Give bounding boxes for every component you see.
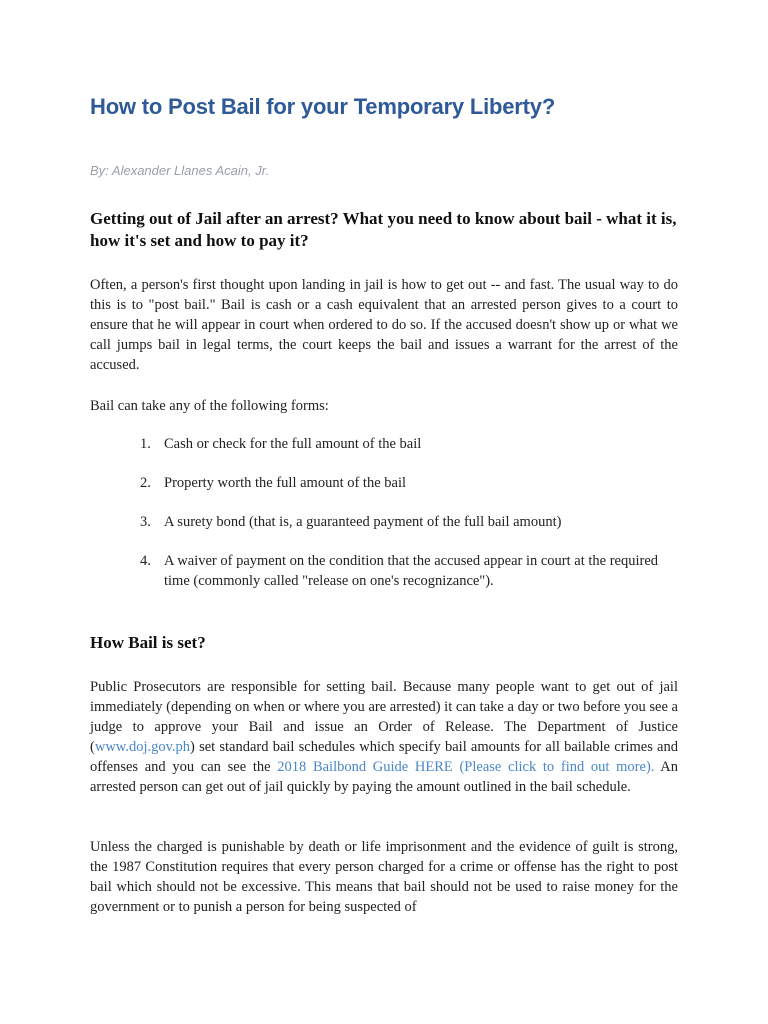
article-title: How to Post Bail for your Temporary Liberty? — [90, 94, 556, 119]
list-item-number: 2. — [140, 475, 151, 491]
bailbond-guide-link[interactable]: 2018 Bailbond Guide HERE (Please click to find out more). — [277, 759, 655, 775]
list-item-number: 4. — [140, 553, 151, 569]
doj-website-link[interactable]: www.doj.gov.ph — [94, 739, 191, 755]
paragraph-intro: Often, a person's first thought upon landing in jail is how to get out -- and fast. The usual way to do this is to "post bail." Bail is cash or a cash equivalent that an arrested person gives to a court to ensure that he will appear in court when ordered to do so. If the accused doesn't show up or what we call jumps bail in legal terms, the court keeps the bail and issues a warrant for the arrest of the accused. — [90, 277, 678, 373]
paragraph-bail-forms: Bail can take any of the following forms: — [90, 398, 329, 414]
list-item — [140, 473, 680, 493]
list-item — [140, 551, 680, 591]
list-item — [140, 434, 680, 454]
list-item-text: Property worth the full amount of the bail — [164, 475, 407, 491]
section-heading-how-bail-is-set: How Bail is set? — [90, 633, 206, 652]
paragraph-text: An arrested person can get out of jail quickly by paying the amount outlined in the bail schedule. — [90, 759, 679, 795]
paragraph-text: Public Prosecutors are responsible for setting bail. Because many people want to get out of jail immediately (depending on when or where you are arrested) it can take a day or two before you see a judge to approve your Bail and issue an Order of Release. The Department of Justice ( — [90, 679, 678, 755]
article-byline: By: Alexander Llanes Acain, Jr. — [90, 163, 270, 178]
bail-forms-list — [140, 434, 680, 610]
article-subheading: Getting out of Jail after an arrest? What you need to know about bail - what it is, how it's set and how to pay it? — [90, 209, 677, 250]
list-item — [140, 512, 680, 532]
list-item-text: A waiver of payment on the condition that the accused appear in court at the required time (commonly called "release on one's recognizance"). — [164, 553, 659, 589]
paragraph-constitution: Unless the charged is punishable by death or life imprisonment and the evidence of guilt is strong, the 1987 Constitution requires that every person charged for a crime or offense has the right to post bail which should not be excessive. This means that bail should not be used to raise money for the government or to punish a person for being suspected of — [90, 839, 678, 915]
list-item-number: 3. — [140, 514, 151, 530]
paragraph-bail-setting — [90, 677, 678, 797]
list-item-number: 1. — [140, 436, 151, 452]
list-item-text: Cash or check for the full amount of the bail — [164, 436, 422, 452]
paragraph-text: ) set standard bail schedules which specify bail amounts for all bailable crimes and offenses and you can see the — [90, 739, 678, 775]
list-item-text: A surety bond (that is, a guaranteed payment of the full bail amount) — [164, 514, 562, 530]
